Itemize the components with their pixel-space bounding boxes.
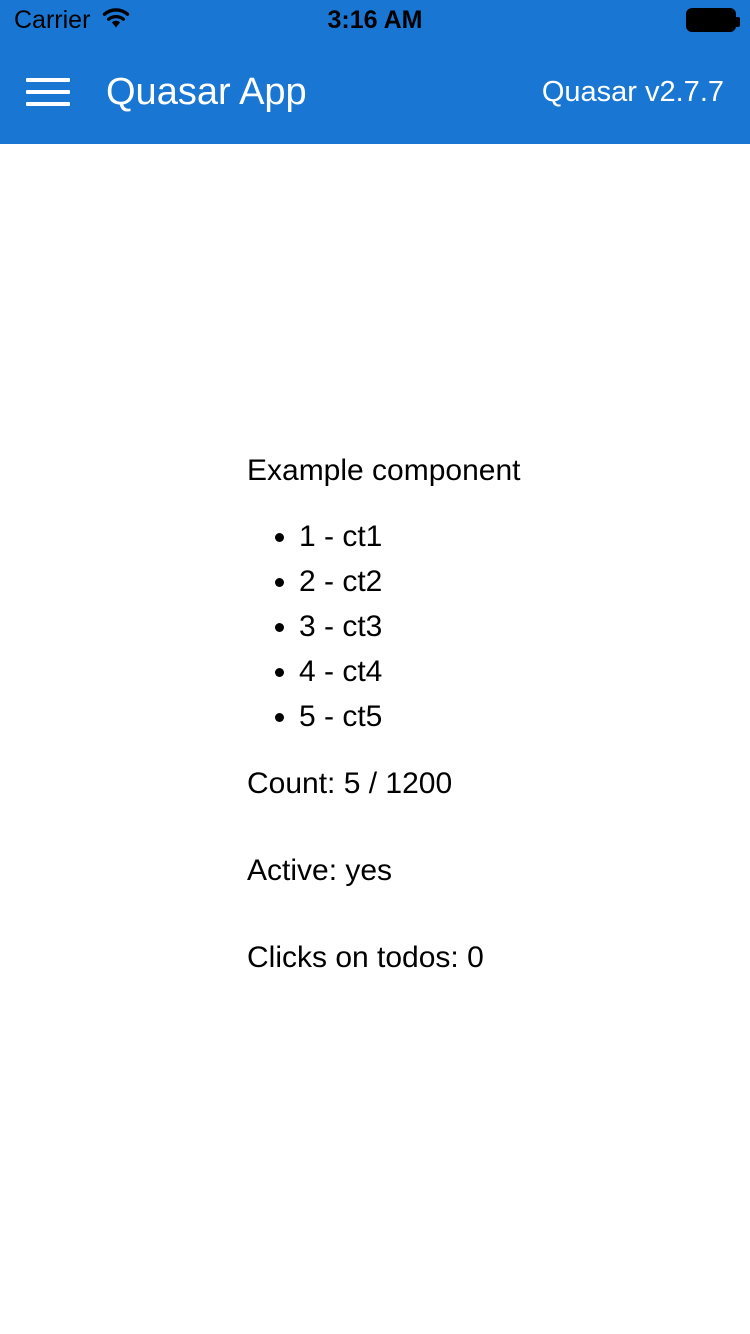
status-bar-time: 3:16 AM <box>327 5 423 34</box>
app-toolbar <box>0 40 750 144</box>
clicks-line: Clicks on todos: 0 <box>247 940 484 974</box>
list-item[interactable]: • 4 - ct4 <box>299 651 667 693</box>
list-item[interactable]: • 1 - ct1 <box>299 516 667 558</box>
carrier-label: Carrier <box>14 5 91 34</box>
page-content <box>0 144 750 1334</box>
list-item[interactable]: • 3 - ct3 <box>299 606 667 648</box>
example-component <box>247 452 667 977</box>
todo-list <box>247 516 667 738</box>
count-line: Count: 5 / 1200 <box>247 766 453 800</box>
active-line: Active: yes <box>247 853 393 887</box>
example-component-title: Example component <box>247 454 521 487</box>
quasar-version-label: Quasar v2.7.7 <box>541 75 724 108</box>
list-item[interactable]: • 2 - ct2 <box>299 561 667 603</box>
page-title: Quasar App <box>106 70 307 113</box>
list-item[interactable]: • 5 - ct5 <box>299 696 667 738</box>
status-bar-right <box>686 8 736 32</box>
battery-full-icon <box>686 8 736 32</box>
hamburger-menu-icon[interactable] <box>26 66 78 118</box>
status-bar <box>0 0 750 40</box>
